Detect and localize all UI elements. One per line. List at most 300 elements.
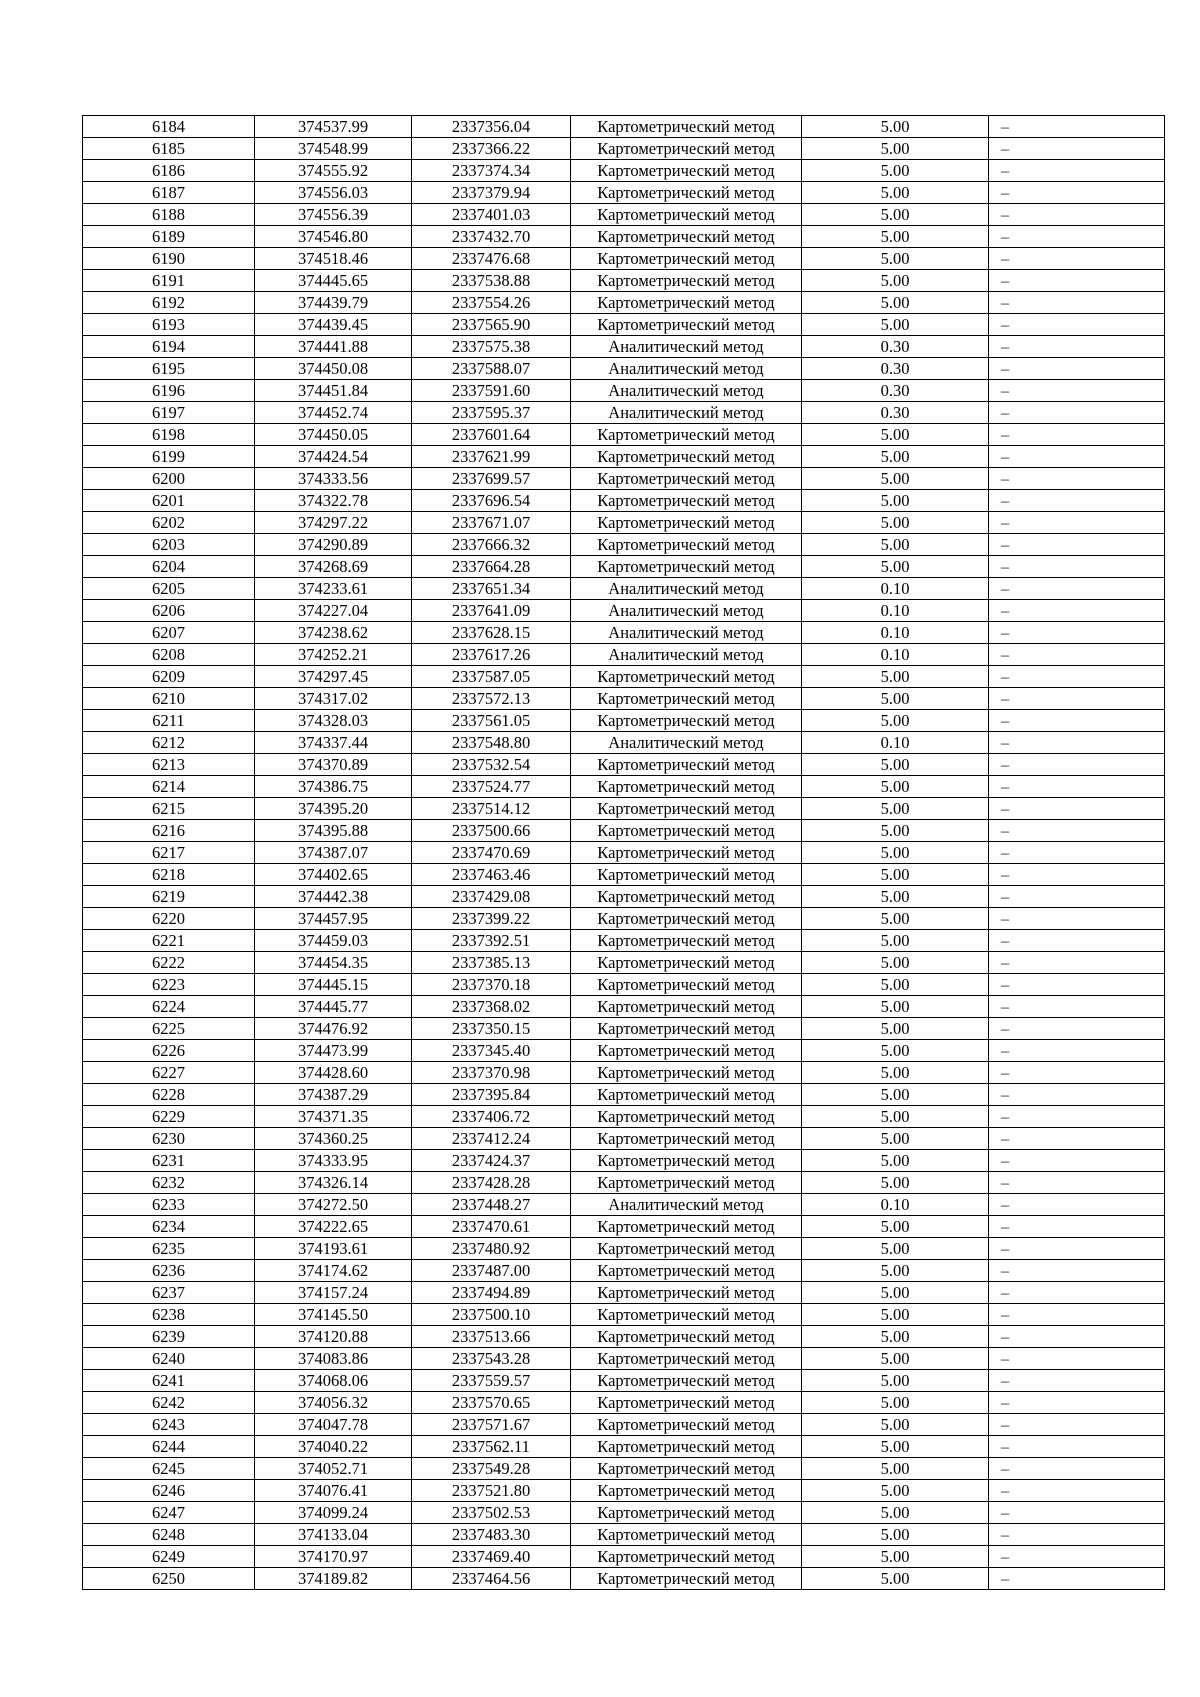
coordinates-table — [82, 115, 1165, 1590]
table-row — [83, 996, 1165, 1018]
x-coordinate-cell: 374040.22 — [255, 1436, 412, 1458]
method-cell: Картометрический метод — [571, 688, 802, 710]
point-number-cell: 6194 — [83, 336, 255, 358]
table-row — [83, 1172, 1165, 1194]
note-cell: – — [989, 358, 1165, 380]
y-coordinate-cell: 2337562.11 — [412, 1436, 571, 1458]
table-row — [83, 864, 1165, 886]
method-cell: Картометрический метод — [571, 1106, 802, 1128]
y-coordinate-cell: 2337428.28 — [412, 1172, 571, 1194]
point-number-cell: 6234 — [83, 1216, 255, 1238]
note-cell: – — [989, 754, 1165, 776]
point-number-cell: 6201 — [83, 490, 255, 512]
point-number-cell: 6237 — [83, 1282, 255, 1304]
table-row — [83, 798, 1165, 820]
y-coordinate-cell: 2337392.51 — [412, 930, 571, 952]
method-cell: Картометрический метод — [571, 754, 802, 776]
point-number-cell: 6195 — [83, 358, 255, 380]
point-number-cell: 6210 — [83, 688, 255, 710]
note-cell: – — [989, 974, 1165, 996]
accuracy-cell: 5.00 — [802, 138, 989, 160]
method-cell: Аналитический метод — [571, 600, 802, 622]
table-row — [83, 402, 1165, 424]
y-coordinate-cell: 2337513.66 — [412, 1326, 571, 1348]
table-row — [83, 182, 1165, 204]
note-cell: – — [989, 820, 1165, 842]
y-coordinate-cell: 2337368.02 — [412, 996, 571, 1018]
y-coordinate-cell: 2337641.09 — [412, 600, 571, 622]
point-number-cell: 6205 — [83, 578, 255, 600]
accuracy-cell: 5.00 — [802, 1480, 989, 1502]
x-coordinate-cell: 374052.71 — [255, 1458, 412, 1480]
point-number-cell: 6248 — [83, 1524, 255, 1546]
method-cell: Картометрический метод — [571, 534, 802, 556]
accuracy-cell: 5.00 — [802, 1062, 989, 1084]
accuracy-cell: 5.00 — [802, 314, 989, 336]
accuracy-cell: 5.00 — [802, 182, 989, 204]
y-coordinate-cell: 2337500.66 — [412, 820, 571, 842]
accuracy-cell: 5.00 — [802, 204, 989, 226]
x-coordinate-cell: 374227.04 — [255, 600, 412, 622]
point-number-cell: 6232 — [83, 1172, 255, 1194]
accuracy-cell: 5.00 — [802, 1128, 989, 1150]
point-number-cell: 6193 — [83, 314, 255, 336]
y-coordinate-cell: 2337538.88 — [412, 270, 571, 292]
table-row — [83, 952, 1165, 974]
table-row — [83, 1480, 1165, 1502]
table-row — [83, 1326, 1165, 1348]
point-number-cell: 6244 — [83, 1436, 255, 1458]
table-row — [83, 622, 1165, 644]
accuracy-cell: 5.00 — [802, 996, 989, 1018]
y-coordinate-cell: 2337494.89 — [412, 1282, 571, 1304]
accuracy-cell: 5.00 — [802, 864, 989, 886]
x-coordinate-cell: 374099.24 — [255, 1502, 412, 1524]
y-coordinate-cell: 2337601.64 — [412, 424, 571, 446]
x-coordinate-cell: 374370.89 — [255, 754, 412, 776]
accuracy-cell: 0.30 — [802, 380, 989, 402]
point-number-cell: 6190 — [83, 248, 255, 270]
note-cell: – — [989, 424, 1165, 446]
table-row — [83, 820, 1165, 842]
method-cell: Картометрический метод — [571, 1084, 802, 1106]
point-number-cell: 6240 — [83, 1348, 255, 1370]
y-coordinate-cell: 2337463.46 — [412, 864, 571, 886]
method-cell: Картометрический метод — [571, 138, 802, 160]
note-cell: – — [989, 314, 1165, 336]
point-number-cell: 6239 — [83, 1326, 255, 1348]
accuracy-cell: 5.00 — [802, 1150, 989, 1172]
y-coordinate-cell: 2337548.80 — [412, 732, 571, 754]
x-coordinate-cell: 374441.88 — [255, 336, 412, 358]
y-coordinate-cell: 2337379.94 — [412, 182, 571, 204]
table-row — [83, 886, 1165, 908]
point-number-cell: 6222 — [83, 952, 255, 974]
x-coordinate-cell: 374252.21 — [255, 644, 412, 666]
note-cell: – — [989, 160, 1165, 182]
method-cell: Аналитический метод — [571, 622, 802, 644]
x-coordinate-cell: 374395.88 — [255, 820, 412, 842]
table-row — [83, 776, 1165, 798]
note-cell: – — [989, 1414, 1165, 1436]
accuracy-cell: 5.00 — [802, 248, 989, 270]
table-row — [83, 1436, 1165, 1458]
table-row — [83, 204, 1165, 226]
x-coordinate-cell: 374189.82 — [255, 1568, 412, 1590]
note-cell: – — [989, 182, 1165, 204]
table-row — [83, 1106, 1165, 1128]
table-row — [83, 534, 1165, 556]
x-coordinate-cell: 374546.80 — [255, 226, 412, 248]
note-cell: – — [989, 116, 1165, 138]
method-cell: Картометрический метод — [571, 1458, 802, 1480]
y-coordinate-cell: 2337412.24 — [412, 1128, 571, 1150]
y-coordinate-cell: 2337699.57 — [412, 468, 571, 490]
method-cell: Картометрический метод — [571, 930, 802, 952]
y-coordinate-cell: 2337385.13 — [412, 952, 571, 974]
y-coordinate-cell: 2337588.07 — [412, 358, 571, 380]
accuracy-cell: 0.10 — [802, 644, 989, 666]
note-cell: – — [989, 908, 1165, 930]
note-cell: – — [989, 380, 1165, 402]
y-coordinate-cell: 2337666.32 — [412, 534, 571, 556]
accuracy-cell: 5.00 — [802, 1304, 989, 1326]
table-row — [83, 556, 1165, 578]
y-coordinate-cell: 2337532.54 — [412, 754, 571, 776]
table-row — [83, 754, 1165, 776]
method-cell: Картометрический метод — [571, 1172, 802, 1194]
point-number-cell: 6188 — [83, 204, 255, 226]
point-number-cell: 6186 — [83, 160, 255, 182]
note-cell: – — [989, 1458, 1165, 1480]
y-coordinate-cell: 2337374.34 — [412, 160, 571, 182]
point-number-cell: 6198 — [83, 424, 255, 446]
point-number-cell: 6196 — [83, 380, 255, 402]
x-coordinate-cell: 374272.50 — [255, 1194, 412, 1216]
x-coordinate-cell: 374326.14 — [255, 1172, 412, 1194]
note-cell: – — [989, 1040, 1165, 1062]
accuracy-cell: 5.00 — [802, 666, 989, 688]
method-cell: Картометрический метод — [571, 798, 802, 820]
accuracy-cell: 5.00 — [802, 842, 989, 864]
note-cell: – — [989, 1524, 1165, 1546]
method-cell: Картометрический метод — [571, 1216, 802, 1238]
accuracy-cell: 5.00 — [802, 512, 989, 534]
x-coordinate-cell: 374328.03 — [255, 710, 412, 732]
table-row — [83, 1546, 1165, 1568]
note-cell: – — [989, 886, 1165, 908]
y-coordinate-cell: 2337500.10 — [412, 1304, 571, 1326]
accuracy-cell: 5.00 — [802, 446, 989, 468]
point-number-cell: 6221 — [83, 930, 255, 952]
point-number-cell: 6202 — [83, 512, 255, 534]
x-coordinate-cell: 374333.56 — [255, 468, 412, 490]
table-row — [83, 270, 1165, 292]
x-coordinate-cell: 374387.07 — [255, 842, 412, 864]
accuracy-cell: 5.00 — [802, 1260, 989, 1282]
note-cell: – — [989, 226, 1165, 248]
x-coordinate-cell: 374445.77 — [255, 996, 412, 1018]
accuracy-cell: 5.00 — [802, 490, 989, 512]
x-coordinate-cell: 374056.32 — [255, 1392, 412, 1414]
x-coordinate-cell: 374387.29 — [255, 1084, 412, 1106]
y-coordinate-cell: 2337401.03 — [412, 204, 571, 226]
accuracy-cell: 5.00 — [802, 710, 989, 732]
x-coordinate-cell: 374222.65 — [255, 1216, 412, 1238]
table-row — [83, 600, 1165, 622]
note-cell: – — [989, 512, 1165, 534]
point-number-cell: 6216 — [83, 820, 255, 842]
x-coordinate-cell: 374120.88 — [255, 1326, 412, 1348]
method-cell: Картометрический метод — [571, 314, 802, 336]
note-cell: – — [989, 798, 1165, 820]
method-cell: Картометрический метод — [571, 1348, 802, 1370]
x-coordinate-cell: 374290.89 — [255, 534, 412, 556]
y-coordinate-cell: 2337356.04 — [412, 116, 571, 138]
table-body — [83, 116, 1165, 1590]
method-cell: Картометрический метод — [571, 908, 802, 930]
x-coordinate-cell: 374548.99 — [255, 138, 412, 160]
x-coordinate-cell: 374233.61 — [255, 578, 412, 600]
method-cell: Картометрический метод — [571, 1480, 802, 1502]
y-coordinate-cell: 2337469.40 — [412, 1546, 571, 1568]
table-row — [83, 160, 1165, 182]
accuracy-cell: 5.00 — [802, 776, 989, 798]
x-coordinate-cell: 374424.54 — [255, 446, 412, 468]
table-row — [83, 1062, 1165, 1084]
y-coordinate-cell: 2337366.22 — [412, 138, 571, 160]
table-row — [83, 1194, 1165, 1216]
y-coordinate-cell: 2337651.34 — [412, 578, 571, 600]
note-cell: – — [989, 1282, 1165, 1304]
note-cell: – — [989, 644, 1165, 666]
y-coordinate-cell: 2337554.26 — [412, 292, 571, 314]
table-row — [83, 490, 1165, 512]
x-coordinate-cell: 374442.38 — [255, 886, 412, 908]
point-number-cell: 6217 — [83, 842, 255, 864]
method-cell: Картометрический метод — [571, 1414, 802, 1436]
y-coordinate-cell: 2337587.05 — [412, 666, 571, 688]
note-cell: – — [989, 666, 1165, 688]
accuracy-cell: 5.00 — [802, 556, 989, 578]
note-cell: – — [989, 270, 1165, 292]
point-number-cell: 6250 — [83, 1568, 255, 1590]
method-cell: Картометрический метод — [571, 1040, 802, 1062]
note-cell: – — [989, 490, 1165, 512]
accuracy-cell: 5.00 — [802, 1546, 989, 1568]
method-cell: Картометрический метод — [571, 1546, 802, 1568]
x-coordinate-cell: 374317.02 — [255, 688, 412, 710]
note-cell: – — [989, 1128, 1165, 1150]
x-coordinate-cell: 374556.39 — [255, 204, 412, 226]
table-row — [83, 1458, 1165, 1480]
y-coordinate-cell: 2337487.00 — [412, 1260, 571, 1282]
accuracy-cell: 5.00 — [802, 424, 989, 446]
table-row — [83, 666, 1165, 688]
accuracy-cell: 5.00 — [802, 1106, 989, 1128]
table-row — [83, 688, 1165, 710]
table-row — [83, 226, 1165, 248]
x-coordinate-cell: 374457.95 — [255, 908, 412, 930]
method-cell: Картометрический метод — [571, 952, 802, 974]
method-cell: Картометрический метод — [571, 160, 802, 182]
method-cell: Картометрический метод — [571, 1304, 802, 1326]
table-row — [83, 314, 1165, 336]
y-coordinate-cell: 2337464.56 — [412, 1568, 571, 1590]
method-cell: Аналитический метод — [571, 1194, 802, 1216]
method-cell: Картометрический метод — [571, 1392, 802, 1414]
x-coordinate-cell: 374297.22 — [255, 512, 412, 534]
method-cell: Картометрический метод — [571, 490, 802, 512]
point-number-cell: 6203 — [83, 534, 255, 556]
method-cell: Аналитический метод — [571, 380, 802, 402]
x-coordinate-cell: 374439.79 — [255, 292, 412, 314]
point-number-cell: 6241 — [83, 1370, 255, 1392]
table-row — [83, 1238, 1165, 1260]
accuracy-cell: 5.00 — [802, 908, 989, 930]
method-cell: Аналитический метод — [571, 358, 802, 380]
x-coordinate-cell: 374337.44 — [255, 732, 412, 754]
accuracy-cell: 5.00 — [802, 1392, 989, 1414]
accuracy-cell: 0.10 — [802, 1194, 989, 1216]
note-cell: – — [989, 930, 1165, 952]
method-cell: Картометрический метод — [571, 556, 802, 578]
x-coordinate-cell: 374450.08 — [255, 358, 412, 380]
note-cell: – — [989, 204, 1165, 226]
y-coordinate-cell: 2337480.92 — [412, 1238, 571, 1260]
accuracy-cell: 5.00 — [802, 1084, 989, 1106]
method-cell: Картометрический метод — [571, 776, 802, 798]
note-cell: – — [989, 842, 1165, 864]
y-coordinate-cell: 2337429.08 — [412, 886, 571, 908]
point-number-cell: 6228 — [83, 1084, 255, 1106]
method-cell: Картометрический метод — [571, 1326, 802, 1348]
note-cell: – — [989, 1326, 1165, 1348]
method-cell: Картометрический метод — [571, 226, 802, 248]
x-coordinate-cell: 374555.92 — [255, 160, 412, 182]
note-cell: – — [989, 1194, 1165, 1216]
x-coordinate-cell: 374083.86 — [255, 1348, 412, 1370]
y-coordinate-cell: 2337591.60 — [412, 380, 571, 402]
method-cell: Картометрический метод — [571, 996, 802, 1018]
method-cell: Аналитический метод — [571, 644, 802, 666]
table-row — [83, 842, 1165, 864]
point-number-cell: 6235 — [83, 1238, 255, 1260]
x-coordinate-cell: 374174.62 — [255, 1260, 412, 1282]
note-cell: – — [989, 1150, 1165, 1172]
point-number-cell: 6211 — [83, 710, 255, 732]
method-cell: Картометрический метод — [571, 1018, 802, 1040]
note-cell: – — [989, 292, 1165, 314]
y-coordinate-cell: 2337628.15 — [412, 622, 571, 644]
method-cell: Картометрический метод — [571, 842, 802, 864]
x-coordinate-cell: 374238.62 — [255, 622, 412, 644]
note-cell: – — [989, 534, 1165, 556]
accuracy-cell: 5.00 — [802, 798, 989, 820]
y-coordinate-cell: 2337370.98 — [412, 1062, 571, 1084]
accuracy-cell: 5.00 — [802, 886, 989, 908]
note-cell: – — [989, 468, 1165, 490]
table-row — [83, 1414, 1165, 1436]
note-cell: – — [989, 952, 1165, 974]
table-row — [83, 292, 1165, 314]
method-cell: Картометрический метод — [571, 468, 802, 490]
table-row — [83, 424, 1165, 446]
table-row — [83, 930, 1165, 952]
x-coordinate-cell: 374451.84 — [255, 380, 412, 402]
table-row — [83, 512, 1165, 534]
y-coordinate-cell: 2337483.30 — [412, 1524, 571, 1546]
table-row — [83, 1018, 1165, 1040]
accuracy-cell: 5.00 — [802, 1370, 989, 1392]
point-number-cell: 6225 — [83, 1018, 255, 1040]
x-coordinate-cell: 374047.78 — [255, 1414, 412, 1436]
y-coordinate-cell: 2337664.28 — [412, 556, 571, 578]
note-cell: – — [989, 446, 1165, 468]
y-coordinate-cell: 2337565.90 — [412, 314, 571, 336]
accuracy-cell: 5.00 — [802, 1040, 989, 1062]
method-cell: Картометрический метод — [571, 1524, 802, 1546]
note-cell: – — [989, 1502, 1165, 1524]
y-coordinate-cell: 2337345.40 — [412, 1040, 571, 1062]
x-coordinate-cell: 374445.15 — [255, 974, 412, 996]
y-coordinate-cell: 2337476.68 — [412, 248, 571, 270]
y-coordinate-cell: 2337521.80 — [412, 1480, 571, 1502]
point-number-cell: 6204 — [83, 556, 255, 578]
x-coordinate-cell: 374076.41 — [255, 1480, 412, 1502]
point-number-cell: 6238 — [83, 1304, 255, 1326]
point-number-cell: 6215 — [83, 798, 255, 820]
point-number-cell: 6207 — [83, 622, 255, 644]
x-coordinate-cell: 374452.74 — [255, 402, 412, 424]
x-coordinate-cell: 374402.65 — [255, 864, 412, 886]
point-number-cell: 6187 — [83, 182, 255, 204]
accuracy-cell: 5.00 — [802, 1238, 989, 1260]
note-cell: – — [989, 1436, 1165, 1458]
y-coordinate-cell: 2337570.65 — [412, 1392, 571, 1414]
y-coordinate-cell: 2337561.05 — [412, 710, 571, 732]
table-row — [83, 446, 1165, 468]
accuracy-cell: 5.00 — [802, 1348, 989, 1370]
point-number-cell: 6223 — [83, 974, 255, 996]
method-cell: Аналитический метод — [571, 336, 802, 358]
x-coordinate-cell: 374439.45 — [255, 314, 412, 336]
accuracy-cell: 5.00 — [802, 1502, 989, 1524]
point-number-cell: 6231 — [83, 1150, 255, 1172]
point-number-cell: 6213 — [83, 754, 255, 776]
x-coordinate-cell: 374445.65 — [255, 270, 412, 292]
point-number-cell: 6184 — [83, 116, 255, 138]
y-coordinate-cell: 2337595.37 — [412, 402, 571, 424]
x-coordinate-cell: 374333.95 — [255, 1150, 412, 1172]
point-number-cell: 6209 — [83, 666, 255, 688]
y-coordinate-cell: 2337406.72 — [412, 1106, 571, 1128]
method-cell: Картометрический метод — [571, 1128, 802, 1150]
x-coordinate-cell: 374268.69 — [255, 556, 412, 578]
x-coordinate-cell: 374371.35 — [255, 1106, 412, 1128]
table-row — [83, 1392, 1165, 1414]
method-cell: Картометрический метод — [571, 1238, 802, 1260]
point-number-cell: 6230 — [83, 1128, 255, 1150]
point-number-cell: 6185 — [83, 138, 255, 160]
x-coordinate-cell: 374395.20 — [255, 798, 412, 820]
method-cell: Картометрический метод — [571, 270, 802, 292]
accuracy-cell: 5.00 — [802, 1414, 989, 1436]
note-cell: – — [989, 1392, 1165, 1414]
point-number-cell: 6220 — [83, 908, 255, 930]
accuracy-cell: 0.10 — [802, 578, 989, 600]
method-cell: Картометрический метод — [571, 974, 802, 996]
